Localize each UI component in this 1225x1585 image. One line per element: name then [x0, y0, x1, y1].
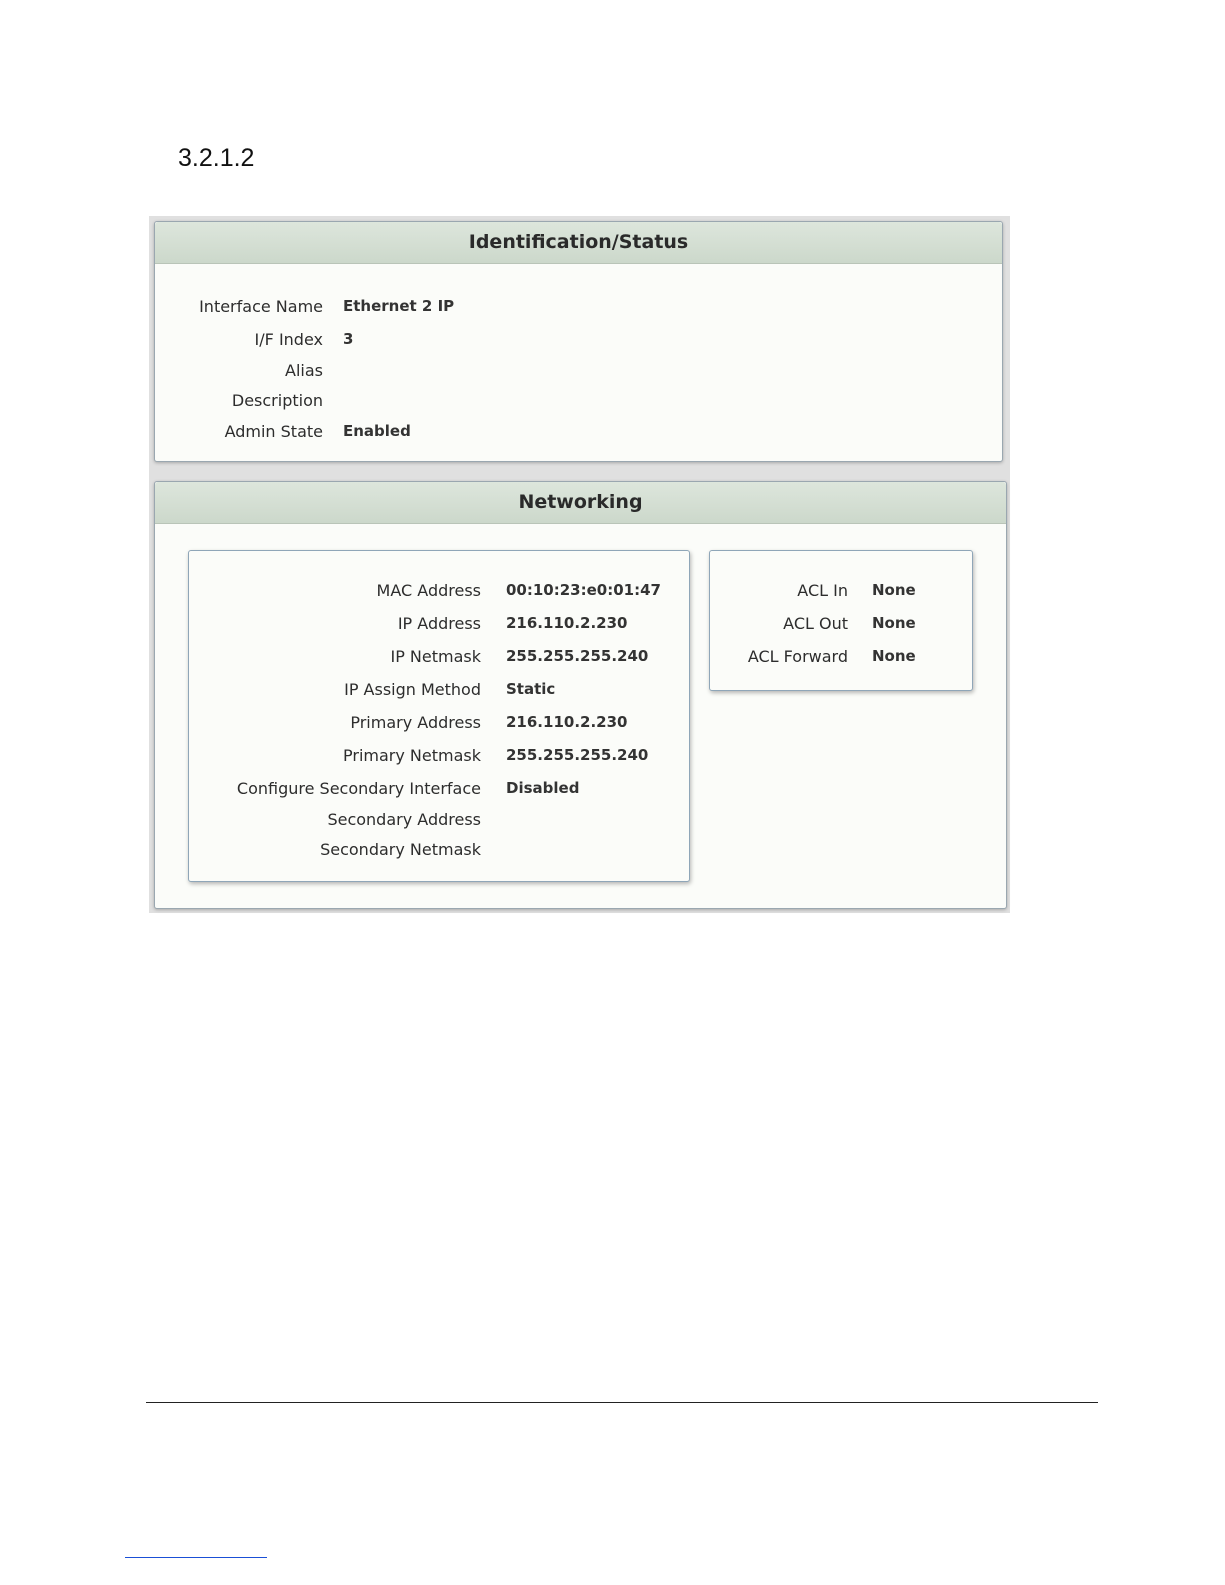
ip-assign-method-value: Static: [506, 680, 556, 698]
acl-settings-box: [709, 550, 973, 691]
configure-secondary-value: Disabled: [506, 779, 580, 797]
identification-status-header: Identification/Status: [155, 222, 1002, 264]
if-index-label: I/F Index: [254, 330, 323, 349]
footer-divider: [146, 1402, 1098, 1403]
primary-address-value: 216.110.2.230: [506, 713, 628, 731]
networking-header: Networking: [155, 482, 1006, 524]
acl-out-value: None: [872, 614, 916, 632]
networking-panel: [154, 481, 1007, 909]
address-settings-box: [188, 550, 690, 882]
acl-forward-value: None: [872, 647, 916, 665]
section-number: 3.2.1.2: [178, 144, 255, 172]
identification-status-panel: [154, 221, 1003, 462]
primary-netmask-value: 255.255.255.240: [506, 746, 649, 764]
primary-address-label: Primary Address: [350, 713, 481, 732]
secondary-netmask-label: Secondary Netmask: [320, 840, 481, 859]
interface-name-value: Ethernet 2 IP: [343, 297, 455, 315]
interface-status-screenshot: [149, 216, 1010, 913]
if-index-value: 3: [343, 330, 354, 348]
ip-netmask-label: IP Netmask: [390, 647, 481, 666]
configure-secondary-label: Configure Secondary Interface: [236, 779, 481, 798]
ip-netmask-value: 255.255.255.240: [506, 647, 649, 665]
secondary-address-label: Secondary Address: [327, 810, 481, 829]
description-label: Description: [231, 391, 323, 410]
acl-out-label: ACL Out: [783, 614, 848, 633]
primary-netmask-label: Primary Netmask: [343, 746, 481, 765]
ip-address-value: 216.110.2.230: [506, 614, 628, 632]
ip-assign-method-label: IP Assign Method: [344, 680, 481, 699]
acl-forward-label: ACL Forward: [747, 647, 848, 666]
admin-state-value: Enabled: [343, 422, 411, 440]
acl-in-value: None: [872, 581, 916, 599]
mac-address-value: 00:10:23:e0:01:47: [506, 581, 661, 599]
interface-name-label: Interface Name: [199, 297, 323, 316]
ip-address-label: IP Address: [397, 614, 481, 633]
admin-state-label: Admin State: [224, 422, 323, 441]
alias-label: Alias: [285, 361, 323, 380]
footer-link-underline[interactable]: [125, 1557, 267, 1558]
acl-in-label: ACL In: [797, 581, 848, 600]
mac-address-label: MAC Address: [376, 581, 481, 600]
